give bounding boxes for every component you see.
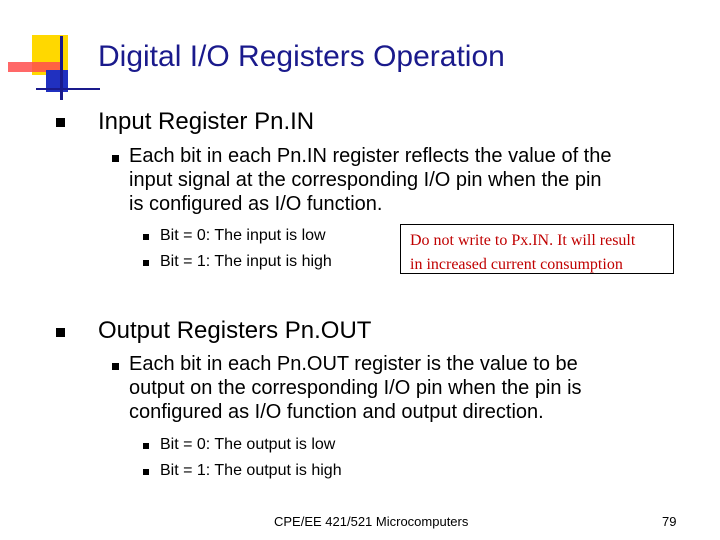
bullet-icon (143, 469, 149, 475)
note-line: Do not write to Px.IN. It will result (410, 232, 636, 249)
bullet-icon (56, 328, 65, 337)
text-line: Each bit in each Pn.OUT register is the value to be (129, 353, 578, 375)
input-bit-low: Bit = 0: The input is low (160, 227, 326, 244)
bullet-icon (143, 260, 149, 266)
slide-title: Digital I/O Registers Operation (98, 40, 505, 73)
text-line: input signal at the corresponding I/O pin when the pin (129, 169, 602, 191)
footer-course: CPE/EE 421/521 Microcomputers (274, 514, 469, 529)
note-line: in increased current consumption (410, 256, 623, 273)
input-bit-high: Bit = 1: The input is high (160, 253, 332, 270)
bullet-icon (143, 234, 149, 240)
text-line: Each bit in each Pn.IN register reflects the value of the (129, 145, 612, 167)
section-heading-output: Output Registers Pn.OUT (98, 317, 372, 344)
bullet-icon (56, 118, 65, 127)
warning-note-box (400, 224, 674, 274)
output-bit-low: Bit = 0: The output is low (160, 436, 336, 453)
slide-logo-graphic (0, 0, 100, 110)
page-number: 79 (662, 514, 677, 529)
text-line: configured as I/O function and output direction. (129, 401, 544, 423)
text-line: output on the corresponding I/O pin when the pin is (129, 377, 582, 399)
output-bit-high: Bit = 1: The output is high (160, 462, 342, 479)
bullet-icon (143, 443, 149, 449)
section-heading-input: Input Register Pn.IN (98, 108, 315, 135)
output-register-description (129, 352, 582, 424)
bullet-icon (112, 363, 119, 370)
bullet-icon (112, 155, 119, 162)
text-line: is configured as I/O function. (129, 193, 383, 215)
input-register-description (129, 144, 611, 216)
